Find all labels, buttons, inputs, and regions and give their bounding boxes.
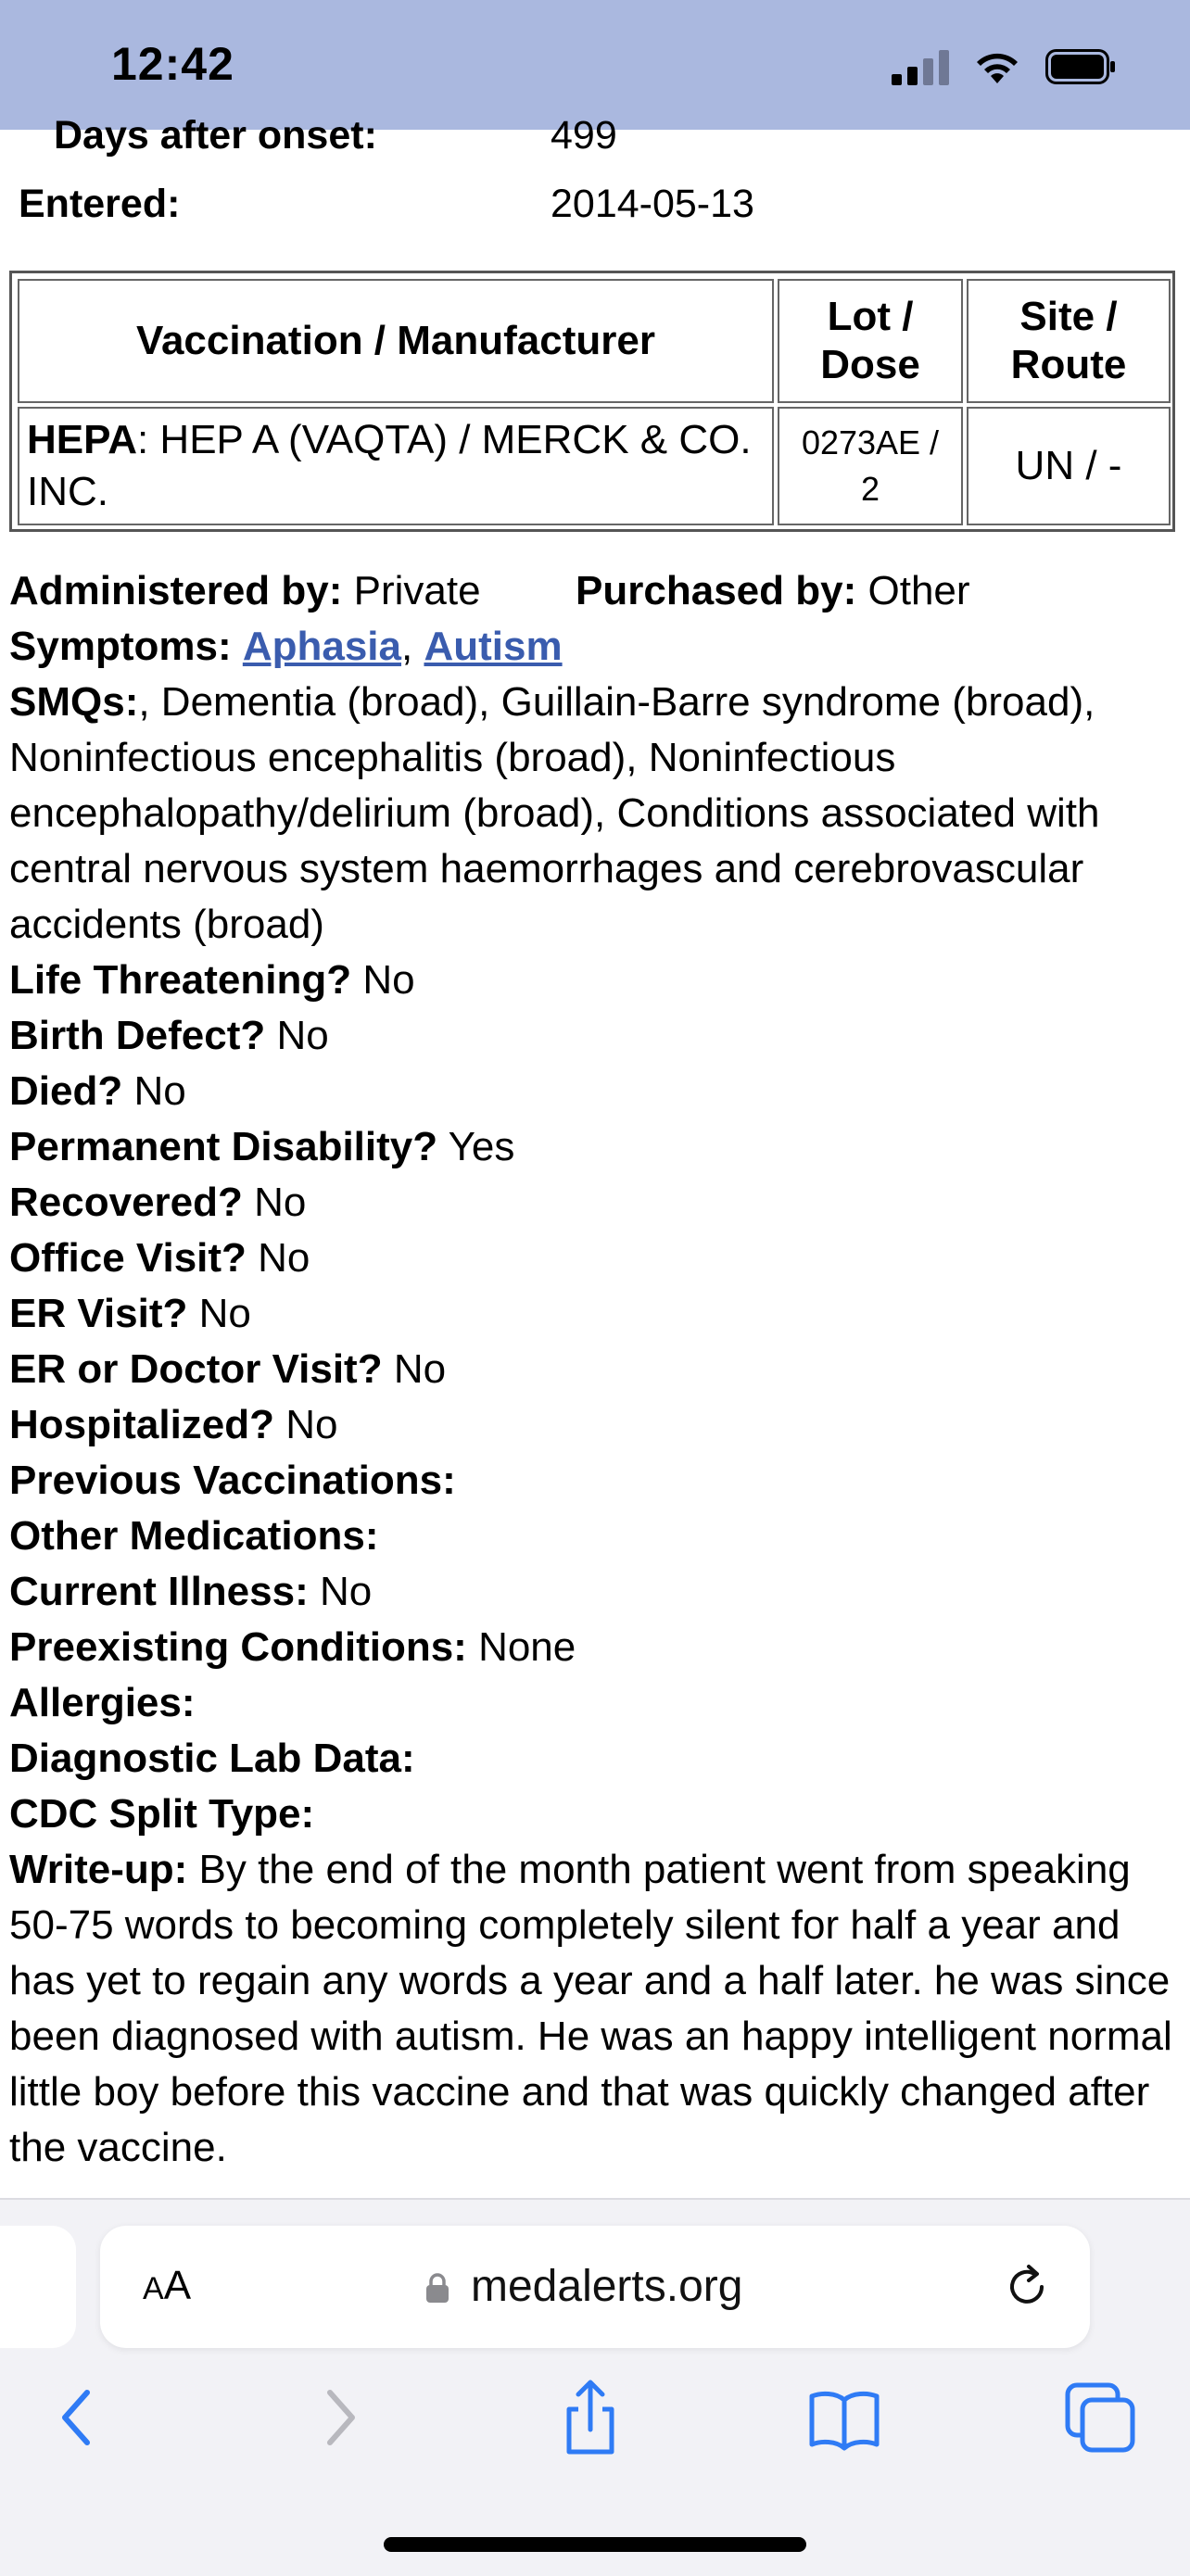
field-row: [9, 1787, 1177, 1842]
vaccine-manufacturer: : HEP A (VAQTA) / MERCK & CO. INC.: [27, 417, 752, 514]
field-value: No: [285, 1402, 338, 1447]
header-lot-line1: Lot /: [827, 294, 914, 339]
symptoms-row: [9, 619, 1177, 675]
field-value: No: [254, 1180, 307, 1225]
field-row: [9, 1675, 1177, 1731]
smqs-value: , Dementia (broad), Guillain-Barre syndrome (broad), Noninfectious encephalitis (broad), Noninfectious encephalopathy/delirium (broad), Conditions associated with central nervous system haemorrhages and cerebrovascular accidents (broad): [9, 679, 1100, 947]
field-label: ER Visit?: [9, 1291, 188, 1336]
field-row: [9, 1119, 1177, 1175]
browser-bottom-bar: [0, 2198, 1190, 2576]
field-label: Preexisting Conditions:: [9, 1624, 467, 1670]
forward-icon[interactable]: [297, 2376, 380, 2459]
header-lot-line2: Dose: [820, 342, 920, 387]
days-after-onset-label: Days after onset:: [54, 113, 377, 158]
field-label: Allergies:: [9, 1680, 196, 1725]
purchased-by-value: Other: [867, 568, 970, 613]
field-value: No: [133, 1068, 186, 1114]
writeup-row: [9, 1842, 1177, 2176]
purchased-by-label: Purchased by:: [576, 568, 857, 613]
header-vaccination-text: Vaccination / Manufacturer: [136, 318, 655, 363]
field-value: No: [393, 1346, 447, 1392]
administered-purchased-row: [9, 563, 1177, 619]
status-time: 12:42: [111, 38, 234, 90]
status-bar: [0, 0, 1190, 130]
header-site-line2: Route: [1010, 342, 1127, 387]
smqs-row: [9, 675, 1177, 953]
field-row: [9, 1453, 1177, 1509]
previous-tab-preview[interactable]: [0, 2226, 76, 2348]
days-after-onset-value: 499: [551, 113, 617, 158]
reload-icon[interactable]: [1001, 2261, 1053, 2313]
field-value: No: [258, 1235, 310, 1281]
symptom-separator: ,: [401, 624, 413, 669]
administered-by-label: Administered by:: [9, 568, 343, 613]
dose-number: 2: [860, 470, 880, 508]
text-size-big-a: A: [163, 2263, 192, 2308]
field-row: [9, 1620, 1177, 1675]
field-row: [9, 953, 1177, 1008]
field-row: [9, 1397, 1177, 1453]
report-fields: [9, 953, 1177, 1842]
symptom-link-autism[interactable]: Autism: [424, 624, 563, 669]
field-row: [9, 1231, 1177, 1286]
field-label: Permanent Disability?: [9, 1124, 438, 1169]
days-after-onset-row: [0, 113, 1190, 169]
wifi-icon: [973, 48, 1021, 85]
symptom-link-aphasia[interactable]: Aphasia: [242, 624, 401, 669]
field-value: None: [478, 1624, 576, 1670]
field-label: ER or Doctor Visit?: [9, 1346, 383, 1392]
entered-value: 2014-05-13: [551, 182, 754, 226]
header-site-route: [967, 279, 1171, 403]
field-value: No: [276, 1013, 329, 1058]
field-value: No: [362, 957, 415, 1003]
writeup-label: Write-up:: [9, 1847, 188, 1892]
entered-row: [0, 182, 1190, 237]
lock-icon: [424, 2272, 450, 2304]
back-icon[interactable]: [37, 2376, 120, 2459]
smqs-label: SMQs:: [9, 679, 139, 725]
header-vaccination: [18, 279, 774, 403]
field-label: Diagnostic Lab Data:: [9, 1736, 415, 1781]
field-row: [9, 1342, 1177, 1397]
entered-label: Entered:: [19, 182, 181, 226]
field-value: Yes: [448, 1124, 515, 1169]
field-row: [9, 1286, 1177, 1342]
field-row: [9, 1008, 1177, 1064]
lot-number: 0273AE /: [801, 423, 940, 461]
field-label: Hospitalized?: [9, 1402, 275, 1447]
status-icons: [892, 43, 1116, 91]
field-label: Birth Defect?: [9, 1013, 266, 1058]
row-lot-dose: [778, 407, 963, 525]
row-site-route: [967, 407, 1171, 525]
field-row: [9, 1731, 1177, 1787]
vaccine-code: HEPA: [27, 417, 137, 462]
text-size-button[interactable]: [143, 2263, 191, 2309]
field-value: No: [319, 1569, 373, 1614]
field-row: [9, 1564, 1177, 1620]
field-value: No: [198, 1291, 251, 1336]
browser-toolbar: [0, 2376, 1190, 2469]
home-indicator: [384, 2537, 806, 2552]
row-vaccination: [18, 407, 774, 525]
field-row: [9, 1509, 1177, 1564]
header-site-line1: Site /: [1019, 294, 1118, 339]
vaccination-table: [9, 271, 1175, 532]
vaccination-description: [27, 414, 765, 518]
battery-icon: [1045, 49, 1116, 84]
cellular-signal-icon: [892, 48, 949, 85]
field-label: Previous Vaccinations:: [9, 1458, 456, 1503]
url-domain: medalerts.org: [471, 2262, 743, 2311]
tabs-icon[interactable]: [1058, 2376, 1142, 2459]
field-label: Office Visit?: [9, 1235, 247, 1281]
symptoms-label: Symptoms:: [9, 624, 232, 669]
bookmarks-icon[interactable]: [803, 2376, 886, 2459]
field-row: [9, 1064, 1177, 1119]
field-label: Other Medications:: [9, 1513, 379, 1559]
writeup-value: By the end of the month patient went from speaking 50-75 words to becoming completely silent for half a year and has yet to regain any words a year and a half later. he was since been diagnosed with autism. He was an happy intelligent normal little boy before this vaccine and that was quickly changed after the vaccine.: [9, 1847, 1172, 2170]
field-label: CDC Split Type:: [9, 1791, 315, 1837]
report-details: [9, 563, 1177, 2176]
address-bar[interactable]: [100, 2226, 1090, 2348]
field-label: Current Illness:: [9, 1569, 309, 1614]
field-row: [9, 1175, 1177, 1231]
share-icon[interactable]: [549, 2376, 632, 2459]
text-size-small-a: A: [143, 2271, 164, 2306]
field-label: Recovered?: [9, 1180, 243, 1225]
header-lot-dose: [778, 279, 963, 403]
field-label: Died?: [9, 1068, 123, 1114]
field-label: Life Threatening?: [9, 957, 352, 1003]
administered-by-value: Private: [353, 568, 481, 613]
site-route-value: UN / -: [1015, 443, 1122, 488]
